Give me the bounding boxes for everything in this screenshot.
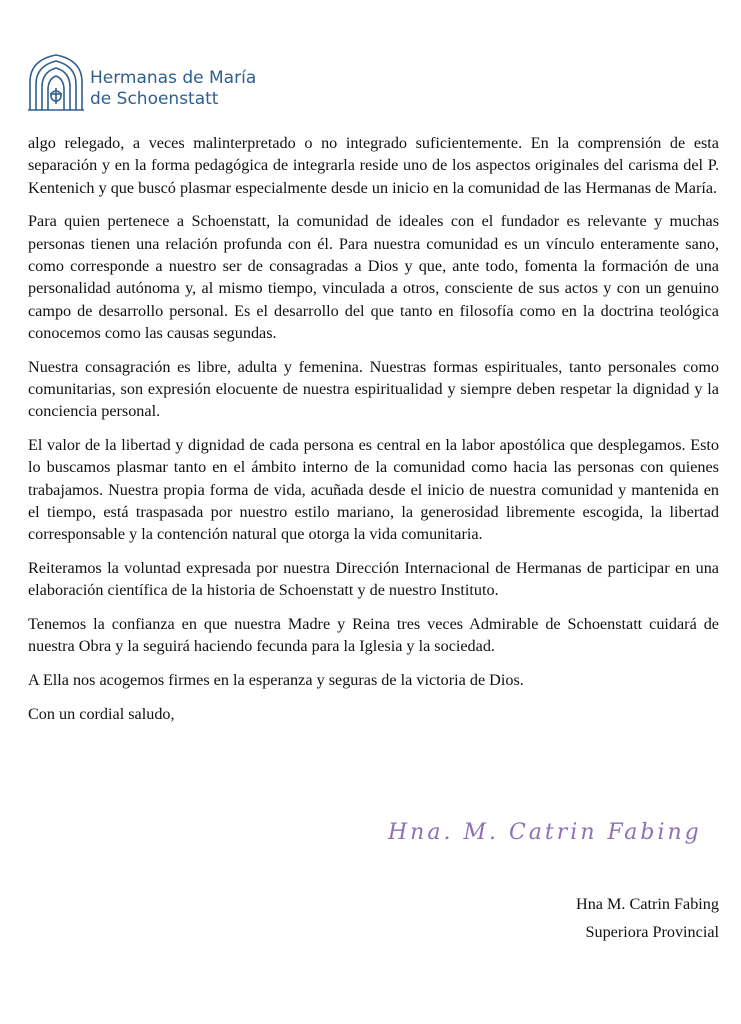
signer-name: Hna M. Catrin Fabing [576,895,719,913]
paragraph: algo relegado, a veces malinterpretado o no integrado suficientemente. En la comprensión de esta separación y en la forma pedagógica de integrarla reside uno de los aspectos originales del carisma del P. Kentenich y que buscó plasmar especialmente desde un inicio en la comunidad de las Hermanas de María. [28,134,719,197]
signer-title: Superiora Provincial [585,923,719,941]
signature-text: Hna. M. Catrin Fabing [388,820,702,845]
letterhead [26,52,386,120]
paragraph: A Ella nos acogemos firmes en la esperanza y seguras de la victoria de Dios. [28,671,524,690]
paragraph: Reiteramos la voluntad expresada por nuestra Dirección Internacional de Hermanas de participar en una elaboración científica de la historia de Schoenstatt y de nuestro Instituto. [28,559,719,600]
organization-name-line-2: de Schoenstatt [90,89,219,109]
organization-name [90,68,256,110]
handwritten-signature [388,820,718,872]
shrine-logo-icon [26,52,86,114]
paragraph: El valor de la libertad y dignidad de cada persona es central en la labor apostólica que desplegamos. Esto lo buscamos plasmar tanto en el ámbito interno de la comunidad como hacia las personas con quienes trabajamos. Nuestra propia forma de vida, acuñada desde el inicio de nuestra comunidad y mantenida en el tiempo, está traspasada por nuestro estilo mariano, la generosidad libremente escogida, la libertad corresponsable y la contención natural que otorga la vida comunitaria. [28,436,719,544]
organization-name-line-1: Hermanas de María [90,68,257,88]
closing-salutation: Con un cordial saludo, [28,705,175,724]
signer-block [576,890,719,946]
letter-body [28,132,719,737]
paragraph: Tenemos la confianza en que nuestra Madre y Reina tres veces Admirable de Schoenstatt cuidará de nuestra Obra y la seguirá haciendo fecunda para la Iglesia y la sociedad. [28,615,719,656]
paragraph: Nuestra consagración es libre, adulta y femenina. Nuestras formas espirituales, tanto personales como comunitarias, son expresión elocuente de nuestra espiritualidad y siempre deben respetar la dignidad y la conciencia personal. [28,357,719,421]
paragraph: Para quien pertenece a Schoenstatt, la comunidad de ideales con el fundador es relevante y muchas personas tienen una relación profunda con él. Para nuestra comunidad es un vínculo enteramente sano, como corresponde a nuestro ser de consagradas a Dios y que, ante todo, fomenta la formación de una personalidad autónoma y, al mismo tiempo, vinculada a otros, consciente de sus actos y con un genuino campo de desarrollo personal. Es el desarrollo del que tanto en filosofía como en la doctrina teológica conocemos como las causas segundas. [28,212,719,342]
